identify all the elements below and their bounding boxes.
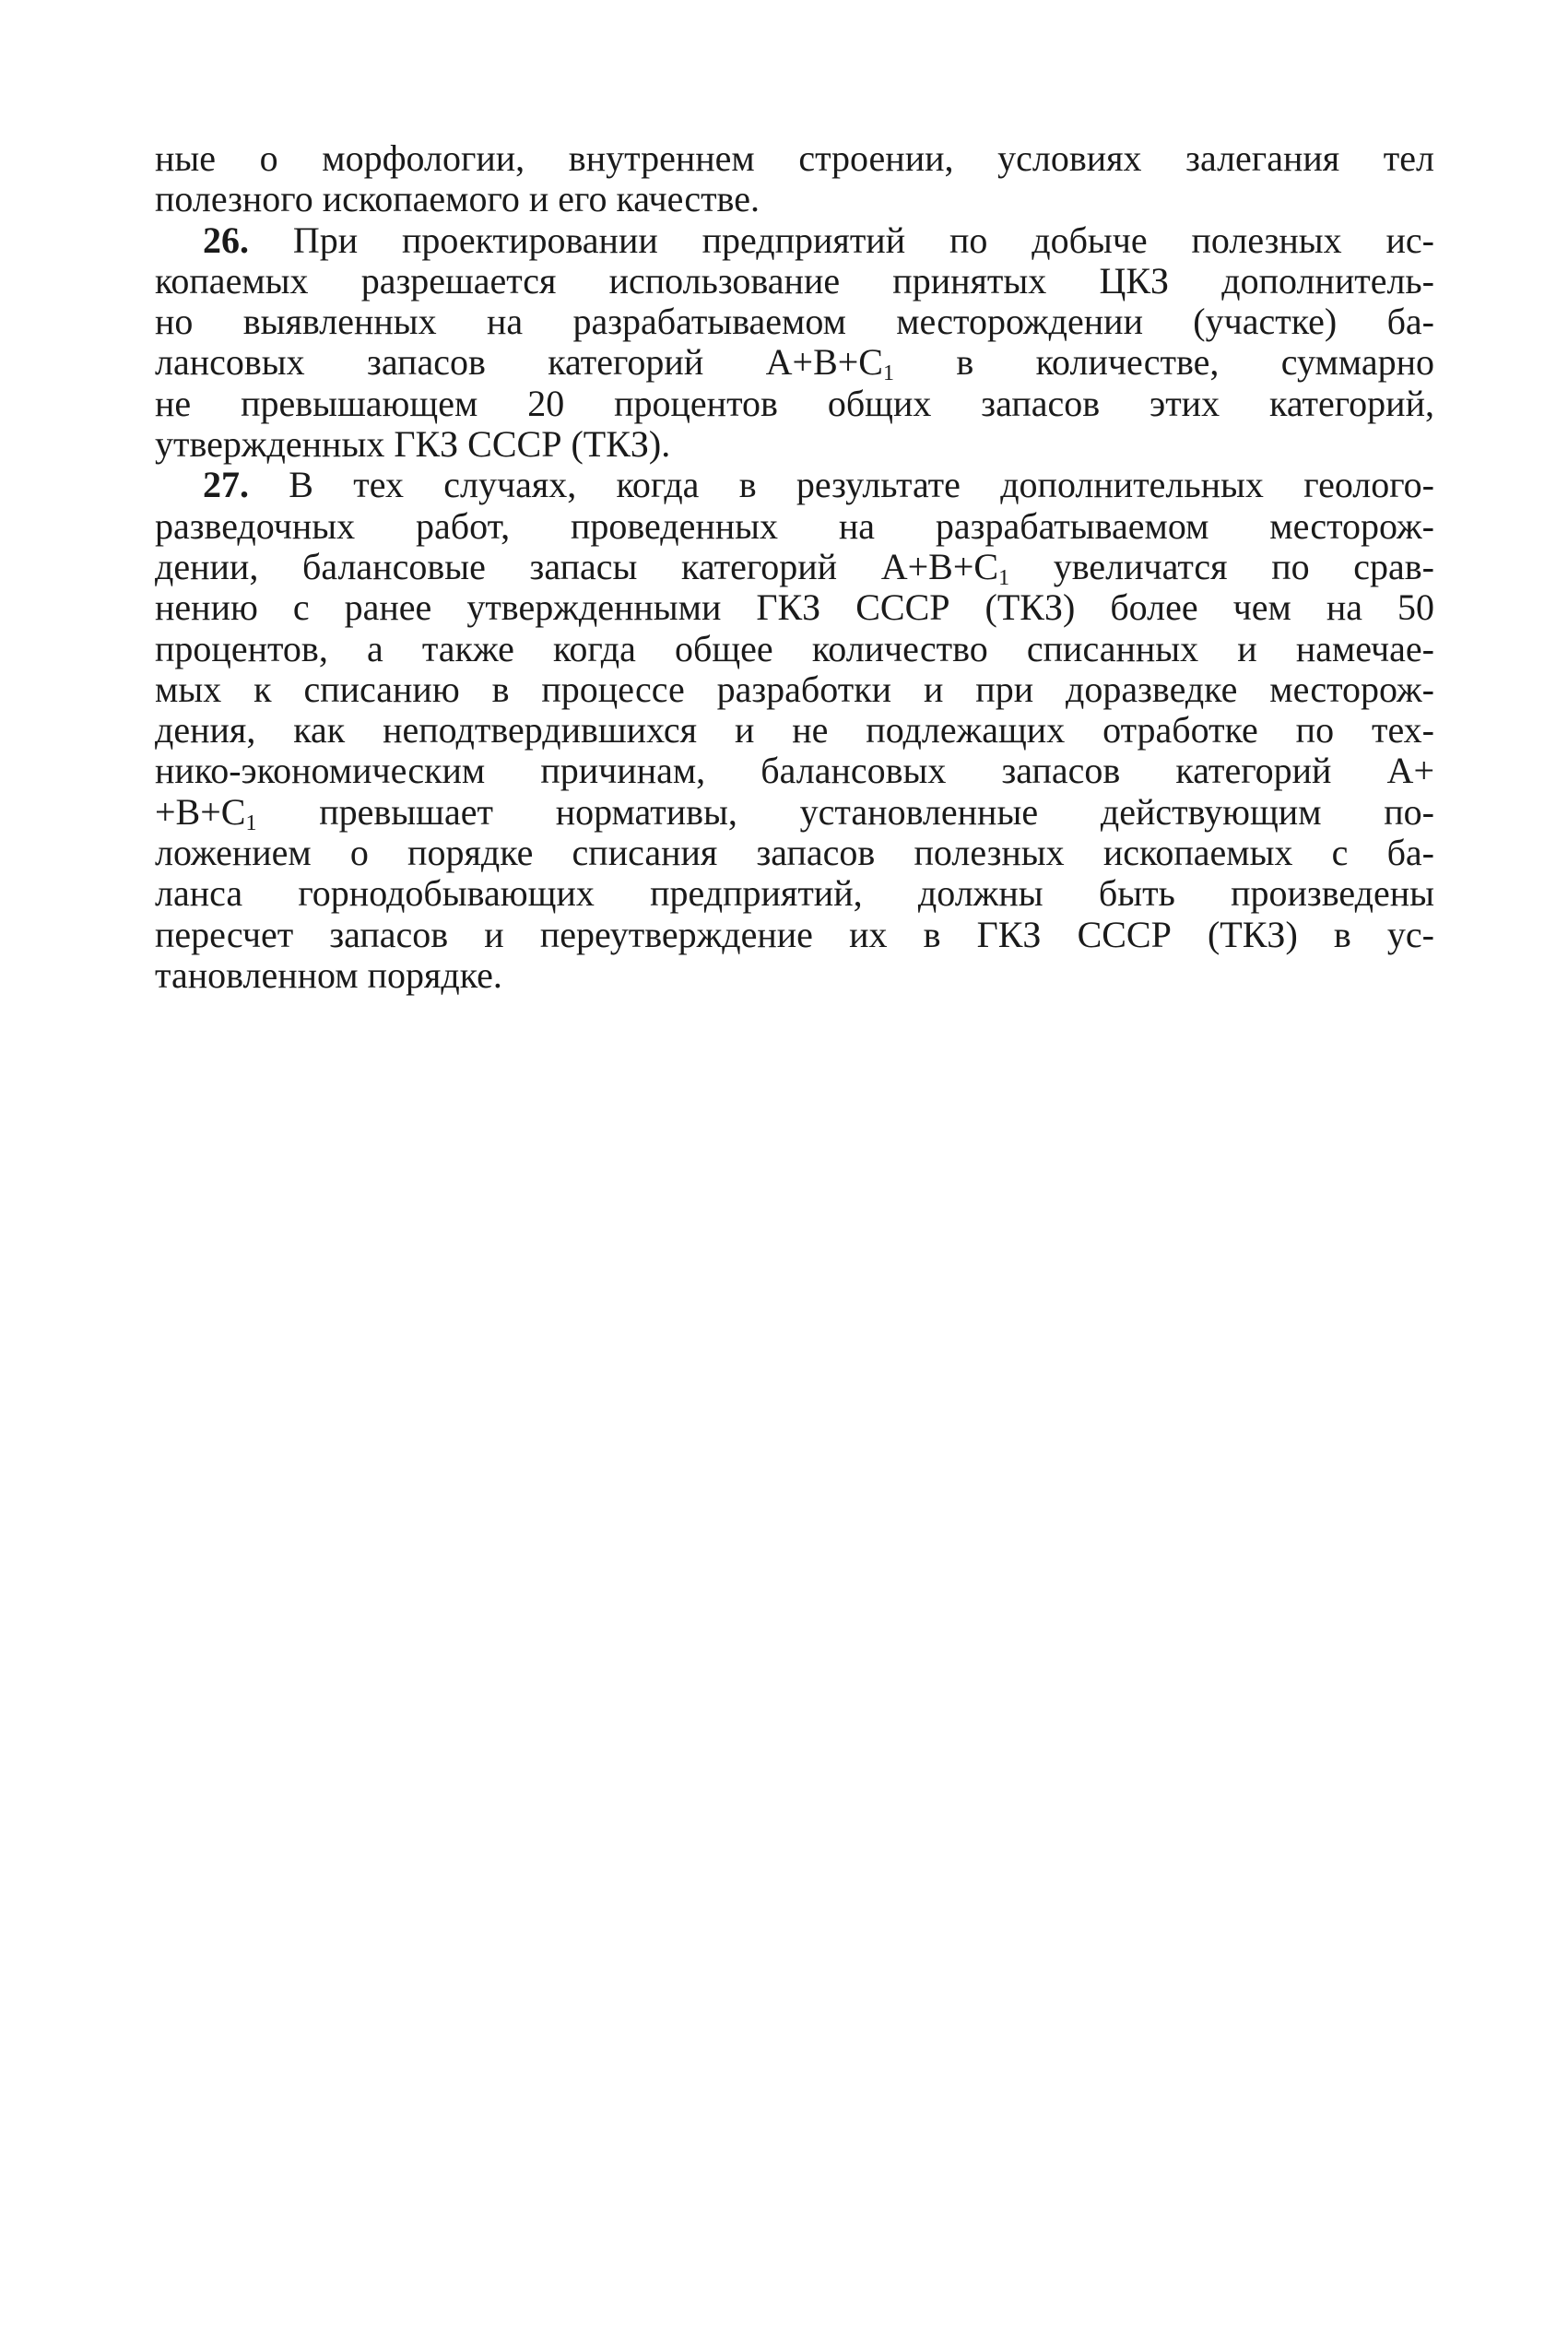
text-line: не превышающем 20 процентов общих запасов этих категорий,: [155, 382, 1434, 424]
body-text: [155, 138, 1434, 996]
text-line: ные о морфологии, внутреннем строении, условиях залегания тел: [155, 137, 1434, 179]
formula-text: +В+С: [155, 790, 246, 833]
text-line: утвержденных ГКЗ СССР (ТКЗ).: [155, 423, 671, 466]
paragraph-26-first-line: [155, 220, 1434, 261]
text-line: полезного ископаемого и его качестве.: [155, 178, 760, 220]
formula-subscript: 1: [245, 811, 257, 835]
text-line-tail: увеличатся по срав-: [1009, 545, 1434, 587]
text-line: При проектировании предприятий по добыче полезных ис-: [292, 219, 1435, 261]
formula-text: дении, балансовые запасы категорий А+В+С: [155, 545, 999, 587]
text-line-with-formula: [155, 341, 1434, 386]
text-line-tail: превышает нормативы, установленные действующим по-: [256, 790, 1434, 833]
text-line: пересчет запасов и переутверждение их в ГКЗ СССР (ТКЗ) в ус-: [155, 913, 1434, 955]
text-line: ланса горнодобывающих предприятий, должны быть произведены: [155, 872, 1434, 915]
formula-subscript: 1: [998, 565, 1010, 590]
paragraph-27-first-line: [155, 465, 1434, 505]
text-line-tail: в количестве, суммарно: [893, 341, 1434, 384]
formula-text: лансовых запасов категорий А+В+С: [155, 341, 883, 384]
text-line: В тех случаях, когда в результате дополнительных геолого-: [289, 464, 1434, 506]
text-line: нению с ранее утвержденными ГКЗ СССР (ТКЗ) более чем на 50: [155, 586, 1434, 629]
text-line: процентов, а также когда общее количество списанных и намечае-: [155, 627, 1434, 669]
text-line: мых к списанию в процессе разработки и при доразведке месторож-: [155, 668, 1434, 710]
text-line: ложением о порядке списания запасов полезных ископаемых с ба-: [155, 832, 1434, 874]
text-line-with-formula: [155, 545, 1434, 590]
text-line: разведочных работ, проведенных на разрабатываемом месторож-: [155, 504, 1434, 547]
formula-subscript: 1: [882, 361, 894, 386]
text-line: дения, как неподтвердившихся и не подлежащих отработке по тех-: [155, 709, 1434, 751]
text-line: нико-экономическим причинам, балансовых запасов категорий А+: [155, 750, 1434, 792]
text-line: тановленном порядке.: [155, 953, 502, 996]
text-line-with-formula: [155, 792, 1434, 833]
text-line: но выявленных на разрабатываемом месторождении (участке) ба-: [155, 301, 1434, 343]
paragraph-number: 26.: [203, 219, 249, 261]
paragraph-number: 27.: [203, 464, 249, 506]
text-line: копаемых разрешается использование принятых ЦКЗ дополнитель-: [155, 259, 1434, 302]
